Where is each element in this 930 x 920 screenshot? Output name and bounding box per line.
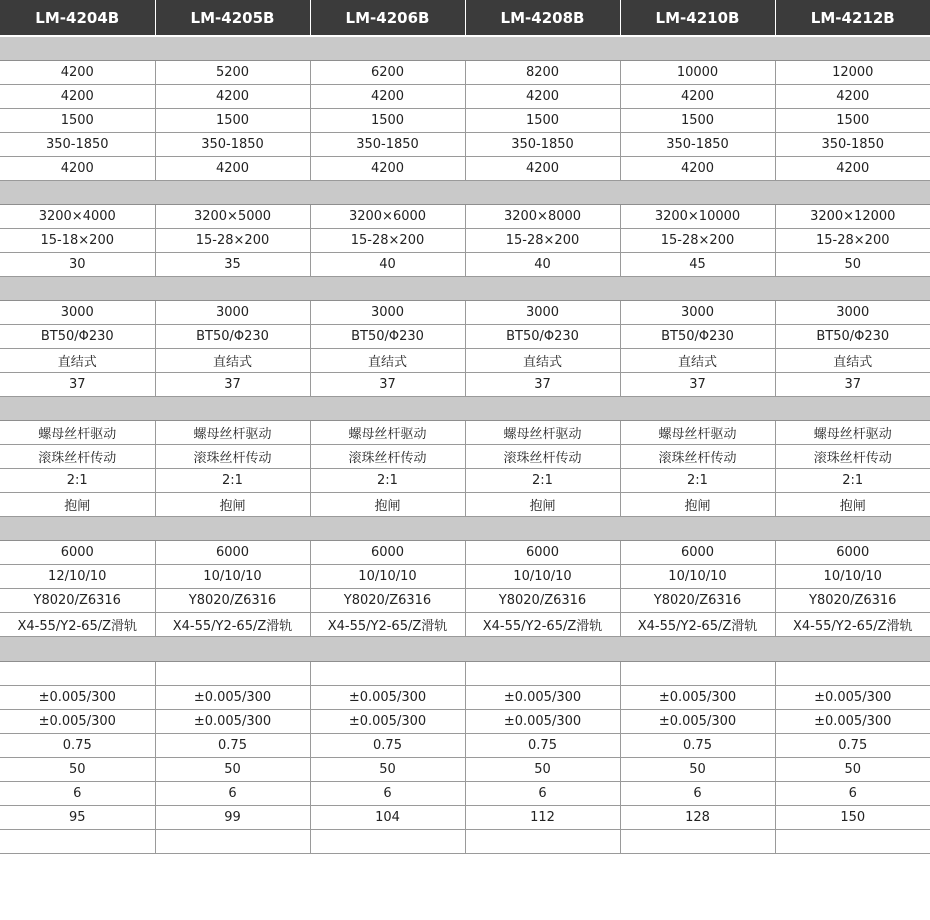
table-cell: 15-28×200 [155,229,310,253]
section-divider [0,397,930,421]
table-cell: 4200 [465,85,620,109]
table-cell: BT50/Φ230 [310,325,465,349]
table-cell: 50 [310,758,465,782]
table-row [0,758,930,782]
table-cell: 螺母丝杆驱动 [0,421,155,445]
column-header-model: LM-4208B [465,0,620,36]
table-cell: 104 [310,806,465,830]
table-cell: Y8020/Z6316 [155,589,310,613]
table-cell: ±0.005/300 [310,710,465,734]
table-cell: 直结式 [465,349,620,373]
table-cell: 50 [775,253,930,277]
table-cell [0,662,155,686]
table-cell: 15-18×200 [0,229,155,253]
table-cell: 95 [0,806,155,830]
table-cell: 350-1850 [620,133,775,157]
table-row [0,734,930,758]
table-cell: 150 [775,806,930,830]
table-cell [620,662,775,686]
table-row [0,782,930,806]
table-cell [775,662,930,686]
table-cell: 6000 [155,541,310,565]
table-row [0,662,930,686]
table-cell: 112 [465,806,620,830]
table-cell: 10/10/10 [465,565,620,589]
table-cell: 6000 [310,541,465,565]
table-cell: 1500 [775,109,930,133]
table-row [0,806,930,830]
table-cell: 37 [465,373,620,397]
column-header-model: LM-4205B [155,0,310,36]
table-cell: 直结式 [775,349,930,373]
table-body [0,36,930,854]
table-row [0,469,930,493]
table-row [0,541,930,565]
table-cell: 2:1 [620,469,775,493]
table-cell: 15-28×200 [775,229,930,253]
table-cell: 6000 [620,541,775,565]
table-cell: 10/10/10 [310,565,465,589]
table-cell: 抱闸 [620,493,775,517]
table-cell: 1500 [310,109,465,133]
table-row [0,613,930,637]
table-cell: 直结式 [155,349,310,373]
section-divider-cell [0,277,930,301]
table-cell: 6 [465,782,620,806]
table-cell: BT50/Φ230 [620,325,775,349]
table-cell: 滚珠丝杆传动 [775,445,930,469]
table-cell: 3200×6000 [310,205,465,229]
table-cell: X4-55/Y2-65/Z滑轨 [0,613,155,637]
table-cell: Y8020/Z6316 [310,589,465,613]
table-cell: 2:1 [775,469,930,493]
table-cell: 抱闸 [0,493,155,517]
table-cell: 3200×5000 [155,205,310,229]
section-divider-cell [0,517,930,541]
table-cell: 350-1850 [0,133,155,157]
table-row [0,373,930,397]
table-cell: X4-55/Y2-65/Z滑轨 [775,613,930,637]
table-cell: 4200 [775,157,930,181]
table-cell: ±0.005/300 [465,710,620,734]
table-cell: 4200 [310,157,465,181]
table-cell: 6 [310,782,465,806]
table-cell: 45 [620,253,775,277]
table-row [0,253,930,277]
table-cell: 4200 [0,85,155,109]
table-cell: ±0.005/300 [775,686,930,710]
table-cell: 4200 [465,157,620,181]
table-cell: 3000 [310,301,465,325]
table-cell: 6 [155,782,310,806]
table-cell: 12000 [775,61,930,85]
table-cell: 30 [0,253,155,277]
table-cell: 35 [155,253,310,277]
table-row [0,349,930,373]
table-cell: 37 [310,373,465,397]
table-cell: 6200 [310,61,465,85]
table-cell: 3200×8000 [465,205,620,229]
table-cell: X4-55/Y2-65/Z滑轨 [465,613,620,637]
table-cell: 37 [620,373,775,397]
table-cell: X4-55/Y2-65/Z滑轨 [310,613,465,637]
table-cell: 10/10/10 [620,565,775,589]
table-row [0,830,930,854]
table-cell: 2:1 [465,469,620,493]
table-cell [465,662,620,686]
table-row [0,109,930,133]
table-cell: Y8020/Z6316 [465,589,620,613]
table-cell: 128 [620,806,775,830]
section-divider [0,637,930,662]
section-divider [0,517,930,541]
table-cell: 3000 [465,301,620,325]
table-header [0,0,930,36]
table-cell: 3000 [155,301,310,325]
table-row [0,61,930,85]
table-cell: 0.75 [775,734,930,758]
table-cell: BT50/Φ230 [775,325,930,349]
table-cell: Y8020/Z6316 [0,589,155,613]
header-row [0,0,930,36]
table-cell: 3000 [775,301,930,325]
table-cell: 350-1850 [155,133,310,157]
column-header-model: LM-4204B [0,0,155,36]
table-cell [620,830,775,854]
table-row [0,493,930,517]
table-cell: BT50/Φ230 [465,325,620,349]
table-cell: 3200×4000 [0,205,155,229]
table-cell: 2:1 [155,469,310,493]
table-cell: 4200 [620,85,775,109]
table-cell: 15-28×200 [620,229,775,253]
table-cell: 350-1850 [310,133,465,157]
table-cell: ±0.005/300 [620,686,775,710]
table-cell: 99 [155,806,310,830]
table-cell: 350-1850 [465,133,620,157]
table-cell: 4200 [620,157,775,181]
table-cell: 50 [465,758,620,782]
table-cell: 3200×10000 [620,205,775,229]
table-cell: 螺母丝杆驱动 [620,421,775,445]
table-cell [775,830,930,854]
table-row [0,301,930,325]
table-cell: 5200 [155,61,310,85]
table-cell: 3000 [0,301,155,325]
table-row [0,205,930,229]
table-row [0,85,930,109]
table-cell: 37 [775,373,930,397]
table-cell: 螺母丝杆驱动 [465,421,620,445]
table-cell: 37 [0,373,155,397]
table-cell: 6000 [775,541,930,565]
table-cell: 10/10/10 [775,565,930,589]
table-cell: ±0.005/300 [775,710,930,734]
section-divider-cell [0,637,930,662]
table-cell [465,830,620,854]
table-cell: 滚珠丝杆传动 [620,445,775,469]
table-cell: 6000 [0,541,155,565]
table-cell: 1500 [0,109,155,133]
table-row [0,710,930,734]
table-row [0,421,930,445]
table-cell: 2:1 [0,469,155,493]
table-cell: 滚珠丝杆传动 [310,445,465,469]
table-cell: 15-28×200 [310,229,465,253]
table-cell [0,830,155,854]
table-cell: 50 [775,758,930,782]
table-cell: 8200 [465,61,620,85]
table-cell: 螺母丝杆驱动 [155,421,310,445]
table-cell: 3000 [620,301,775,325]
table-cell: BT50/Φ230 [0,325,155,349]
column-header-model: LM-4210B [620,0,775,36]
table-cell: 10/10/10 [155,565,310,589]
table-cell [310,662,465,686]
table-cell: ±0.005/300 [465,686,620,710]
table-cell: 1500 [620,109,775,133]
table-cell: 50 [620,758,775,782]
table-cell: ±0.005/300 [620,710,775,734]
table-cell: 6 [620,782,775,806]
table-cell: ±0.005/300 [155,710,310,734]
table-cell: 37 [155,373,310,397]
table-cell: 滚珠丝杆传动 [155,445,310,469]
table-cell: 2:1 [310,469,465,493]
table-cell: ±0.005/300 [0,710,155,734]
table-cell: 0.75 [620,734,775,758]
table-cell: 6 [775,782,930,806]
table-cell: 螺母丝杆驱动 [775,421,930,445]
table-row [0,133,930,157]
table-row [0,325,930,349]
table-cell: ±0.005/300 [155,686,310,710]
table-cell: X4-55/Y2-65/Z滑轨 [620,613,775,637]
table-row [0,686,930,710]
table-cell: 1500 [155,109,310,133]
table-cell: 直结式 [620,349,775,373]
table-cell: 0.75 [0,734,155,758]
table-cell: ±0.005/300 [310,686,465,710]
table-cell: X4-55/Y2-65/Z滑轨 [155,613,310,637]
table-cell: 螺母丝杆驱动 [310,421,465,445]
table-cell: 4200 [155,157,310,181]
section-divider-cell [0,36,930,61]
table-cell: 10000 [620,61,775,85]
table-cell: 6 [0,782,155,806]
table-cell: 滚珠丝杆传动 [465,445,620,469]
section-divider [0,181,930,205]
table-cell: 50 [0,758,155,782]
table-cell [155,830,310,854]
table-cell: 4200 [0,157,155,181]
table-cell: 4200 [155,85,310,109]
section-divider-cell [0,181,930,205]
table-row [0,445,930,469]
table-cell: 4200 [310,85,465,109]
table-cell: 350-1850 [775,133,930,157]
table-cell: 直结式 [0,349,155,373]
table-row [0,157,930,181]
table-cell: 40 [310,253,465,277]
table-cell: Y8020/Z6316 [620,589,775,613]
column-header-model: LM-4212B [775,0,930,36]
table-cell: 0.75 [465,734,620,758]
table-cell: ±0.005/300 [0,686,155,710]
column-header-model: LM-4206B [310,0,465,36]
table-cell: 6000 [465,541,620,565]
table-row [0,229,930,253]
table-cell: 抱闸 [310,493,465,517]
table-cell: 4200 [0,61,155,85]
table-cell: 50 [155,758,310,782]
section-divider-cell [0,397,930,421]
table-cell: 抱闸 [155,493,310,517]
table-cell [155,662,310,686]
table-cell: 0.75 [310,734,465,758]
table-row [0,565,930,589]
table-cell: 抱闸 [775,493,930,517]
table-cell [310,830,465,854]
table-cell: Y8020/Z6316 [775,589,930,613]
table-cell: 抱闸 [465,493,620,517]
table-cell: 0.75 [155,734,310,758]
section-divider [0,277,930,301]
table-cell: 1500 [465,109,620,133]
table-cell: 12/10/10 [0,565,155,589]
table-cell: 40 [465,253,620,277]
table-cell: BT50/Φ230 [155,325,310,349]
table-cell: 4200 [775,85,930,109]
table-cell: 直结式 [310,349,465,373]
table-cell: 滚珠丝杆传动 [0,445,155,469]
table-cell: 15-28×200 [465,229,620,253]
table-row [0,589,930,613]
section-divider [0,36,930,61]
table-cell: 3200×12000 [775,205,930,229]
